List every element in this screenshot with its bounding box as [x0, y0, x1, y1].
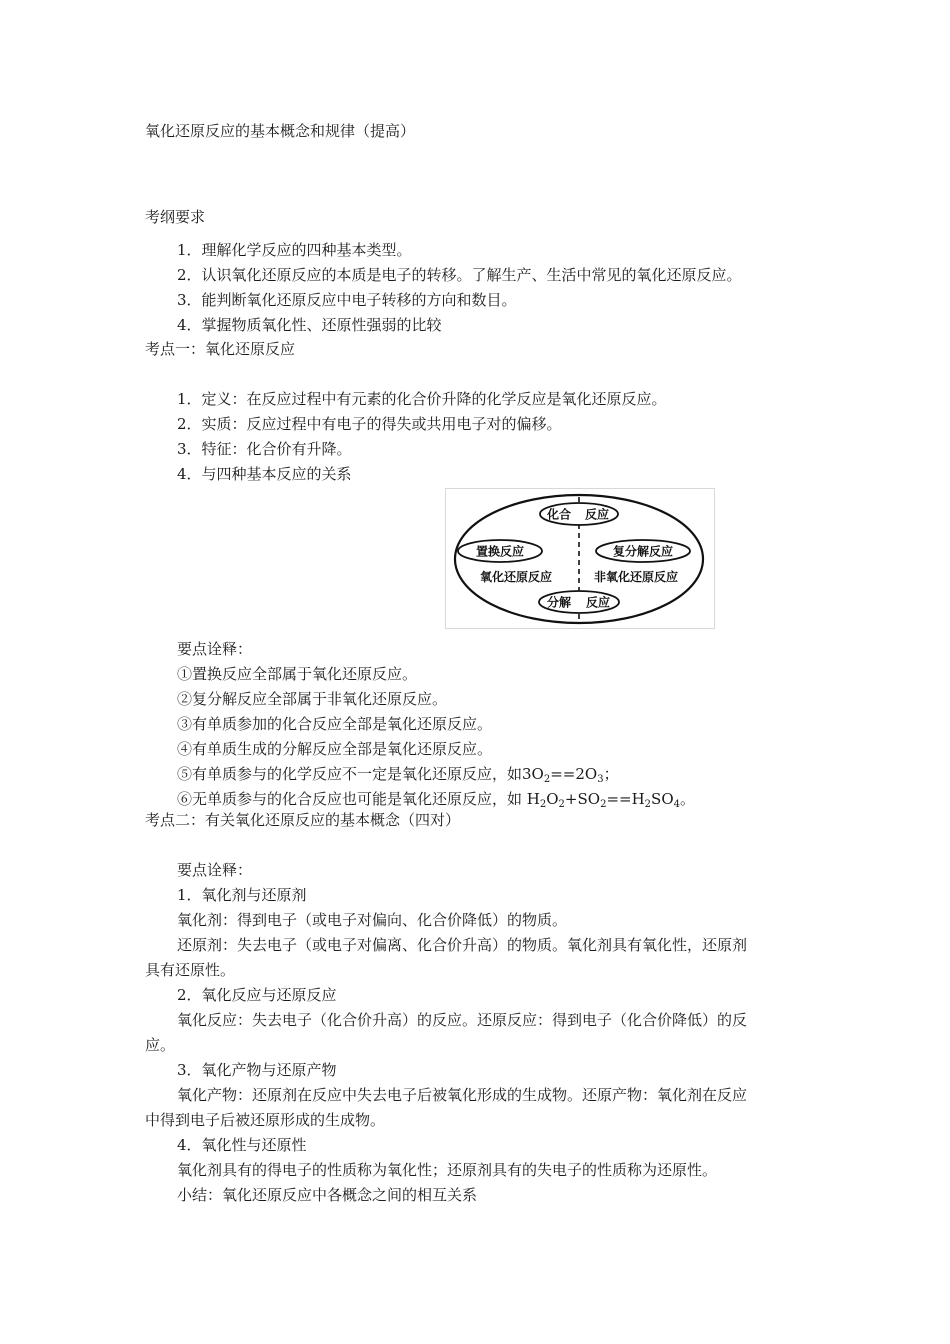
kaodian2-p3-line1: 氧化产物：还原剂在反应中失去电子后被氧化形成的生成物。还原产物：氧化剂在反应	[177, 1086, 748, 1104]
kaodian2-notes-heading: 要点诠释：	[177, 861, 253, 879]
combination-label-left: 化合	[546, 507, 572, 522]
kaodian2-p3-line2: 中得到电子后被还原形成的生成物。	[145, 1111, 386, 1129]
kaodian2-p2-line2: 应。	[145, 1036, 176, 1054]
kaogang-item-1: 1．理解化学反应的四种基本类型。	[177, 241, 412, 259]
kaogang-item-4: 4．掌握物质氧化性、还原性强弱的比较	[177, 316, 442, 334]
kaogang-item-3: 3．能判断氧化还原反应中电子转移的方向和数目。	[177, 291, 517, 309]
kaodian2-heading: 考点二：有关氧化还原反应的基本概念（四对）	[145, 811, 461, 829]
page-title: 氧化还原反应的基本概念和规律（提高）	[145, 122, 416, 140]
kaodian2-p1-a: 氧化剂：得到电子（或电子对偏向、化合价降低）的物质。	[177, 911, 568, 929]
kaodian2-p2-title: 2．氧化反应与还原反应	[177, 986, 337, 1004]
kaodian2-p2-line1: 氧化反应：失去电子（化合价升高）的反应。还原反应：得到电子（化合价降低）的反	[177, 1011, 748, 1029]
kaodian2-p4-line1: 氧化剂具有的得电子的性质称为氧化性；还原剂具有的失电子的性质称为还原性。	[177, 1161, 718, 1179]
reaction-types-diagram	[445, 488, 715, 629]
kaodian2-p1-title: 1．氧化剂与还原剂	[177, 886, 307, 904]
kaodian1-note-6: ⑥无单质参与的化合反应也可能是氧化还原反应，如 $H_2O_2+SO_2==H_2SO_4$。	[177, 790, 696, 810]
kaodian1-item-4: 4．与四种基本反应的关系	[177, 465, 352, 483]
kaodian1-item-1: 1．定义：在反应过程中有元素的化合价升降的化学反应是氧化还原反应。	[177, 390, 667, 408]
decomposition-label-right: 反应	[585, 595, 611, 610]
redox-label: 氧化还原反应	[479, 570, 553, 584]
kaogang-heading: 考纲要求	[145, 208, 206, 226]
kaodian2-p1-b-line2: 具有还原性。	[145, 961, 236, 979]
kaodian1-note-4: ④有单质生成的分解反应全部是氧化还原反应。	[177, 740, 493, 758]
kaodian1-heading: 考点一：氧化还原反应	[145, 340, 296, 358]
kaodian1-notes-heading: 要点诠释：	[177, 640, 253, 658]
kaodian1-item-2: 2．实质：反应过程中有电子的得失或共用电子对的偏移。	[177, 415, 562, 433]
displacement-label: 置换反应	[475, 544, 525, 559]
double-decomposition-label: 复分解反应	[612, 544, 674, 559]
kaodian2-summary: 小结：氧化还原反应中各概念之间的相互关系	[177, 1186, 478, 1204]
kaogang-item-2: 2．认识氧化还原反应的本质是电子的转移。了解生产、生活中常见的氧化还原反应。	[177, 266, 742, 284]
kaodian2-p4-title: 4．氧化性与还原性	[177, 1136, 307, 1154]
decomposition-label-left: 分解	[546, 595, 572, 610]
kaodian1-note-3: ③有单质参加的化合反应全部是氧化还原反应。	[177, 715, 493, 733]
combination-label-right: 反应	[584, 507, 610, 522]
kaodian1-note-2: ②复分解反应全部属于非氧化还原反应。	[177, 690, 448, 708]
kaodian1-note-5: ⑤有单质参与的化学反应不一定是氧化还原反应，如$3O_2==2O_3$；	[177, 765, 619, 785]
non-redox-label: 非氧化还原反应	[593, 570, 679, 584]
kaodian2-p1-b-line1: 还原剂：失去电子（或电子对偏离、化合价升高）的物质。氧化剂具有氧化性，还原剂	[177, 936, 748, 954]
kaodian1-item-3: 3．特征：化合价有升降。	[177, 440, 352, 458]
kaodian1-note-1: ①置换反应全部属于氧化还原反应。	[177, 665, 418, 683]
kaodian2-p3-title: 3．氧化产物与还原产物	[177, 1061, 337, 1079]
